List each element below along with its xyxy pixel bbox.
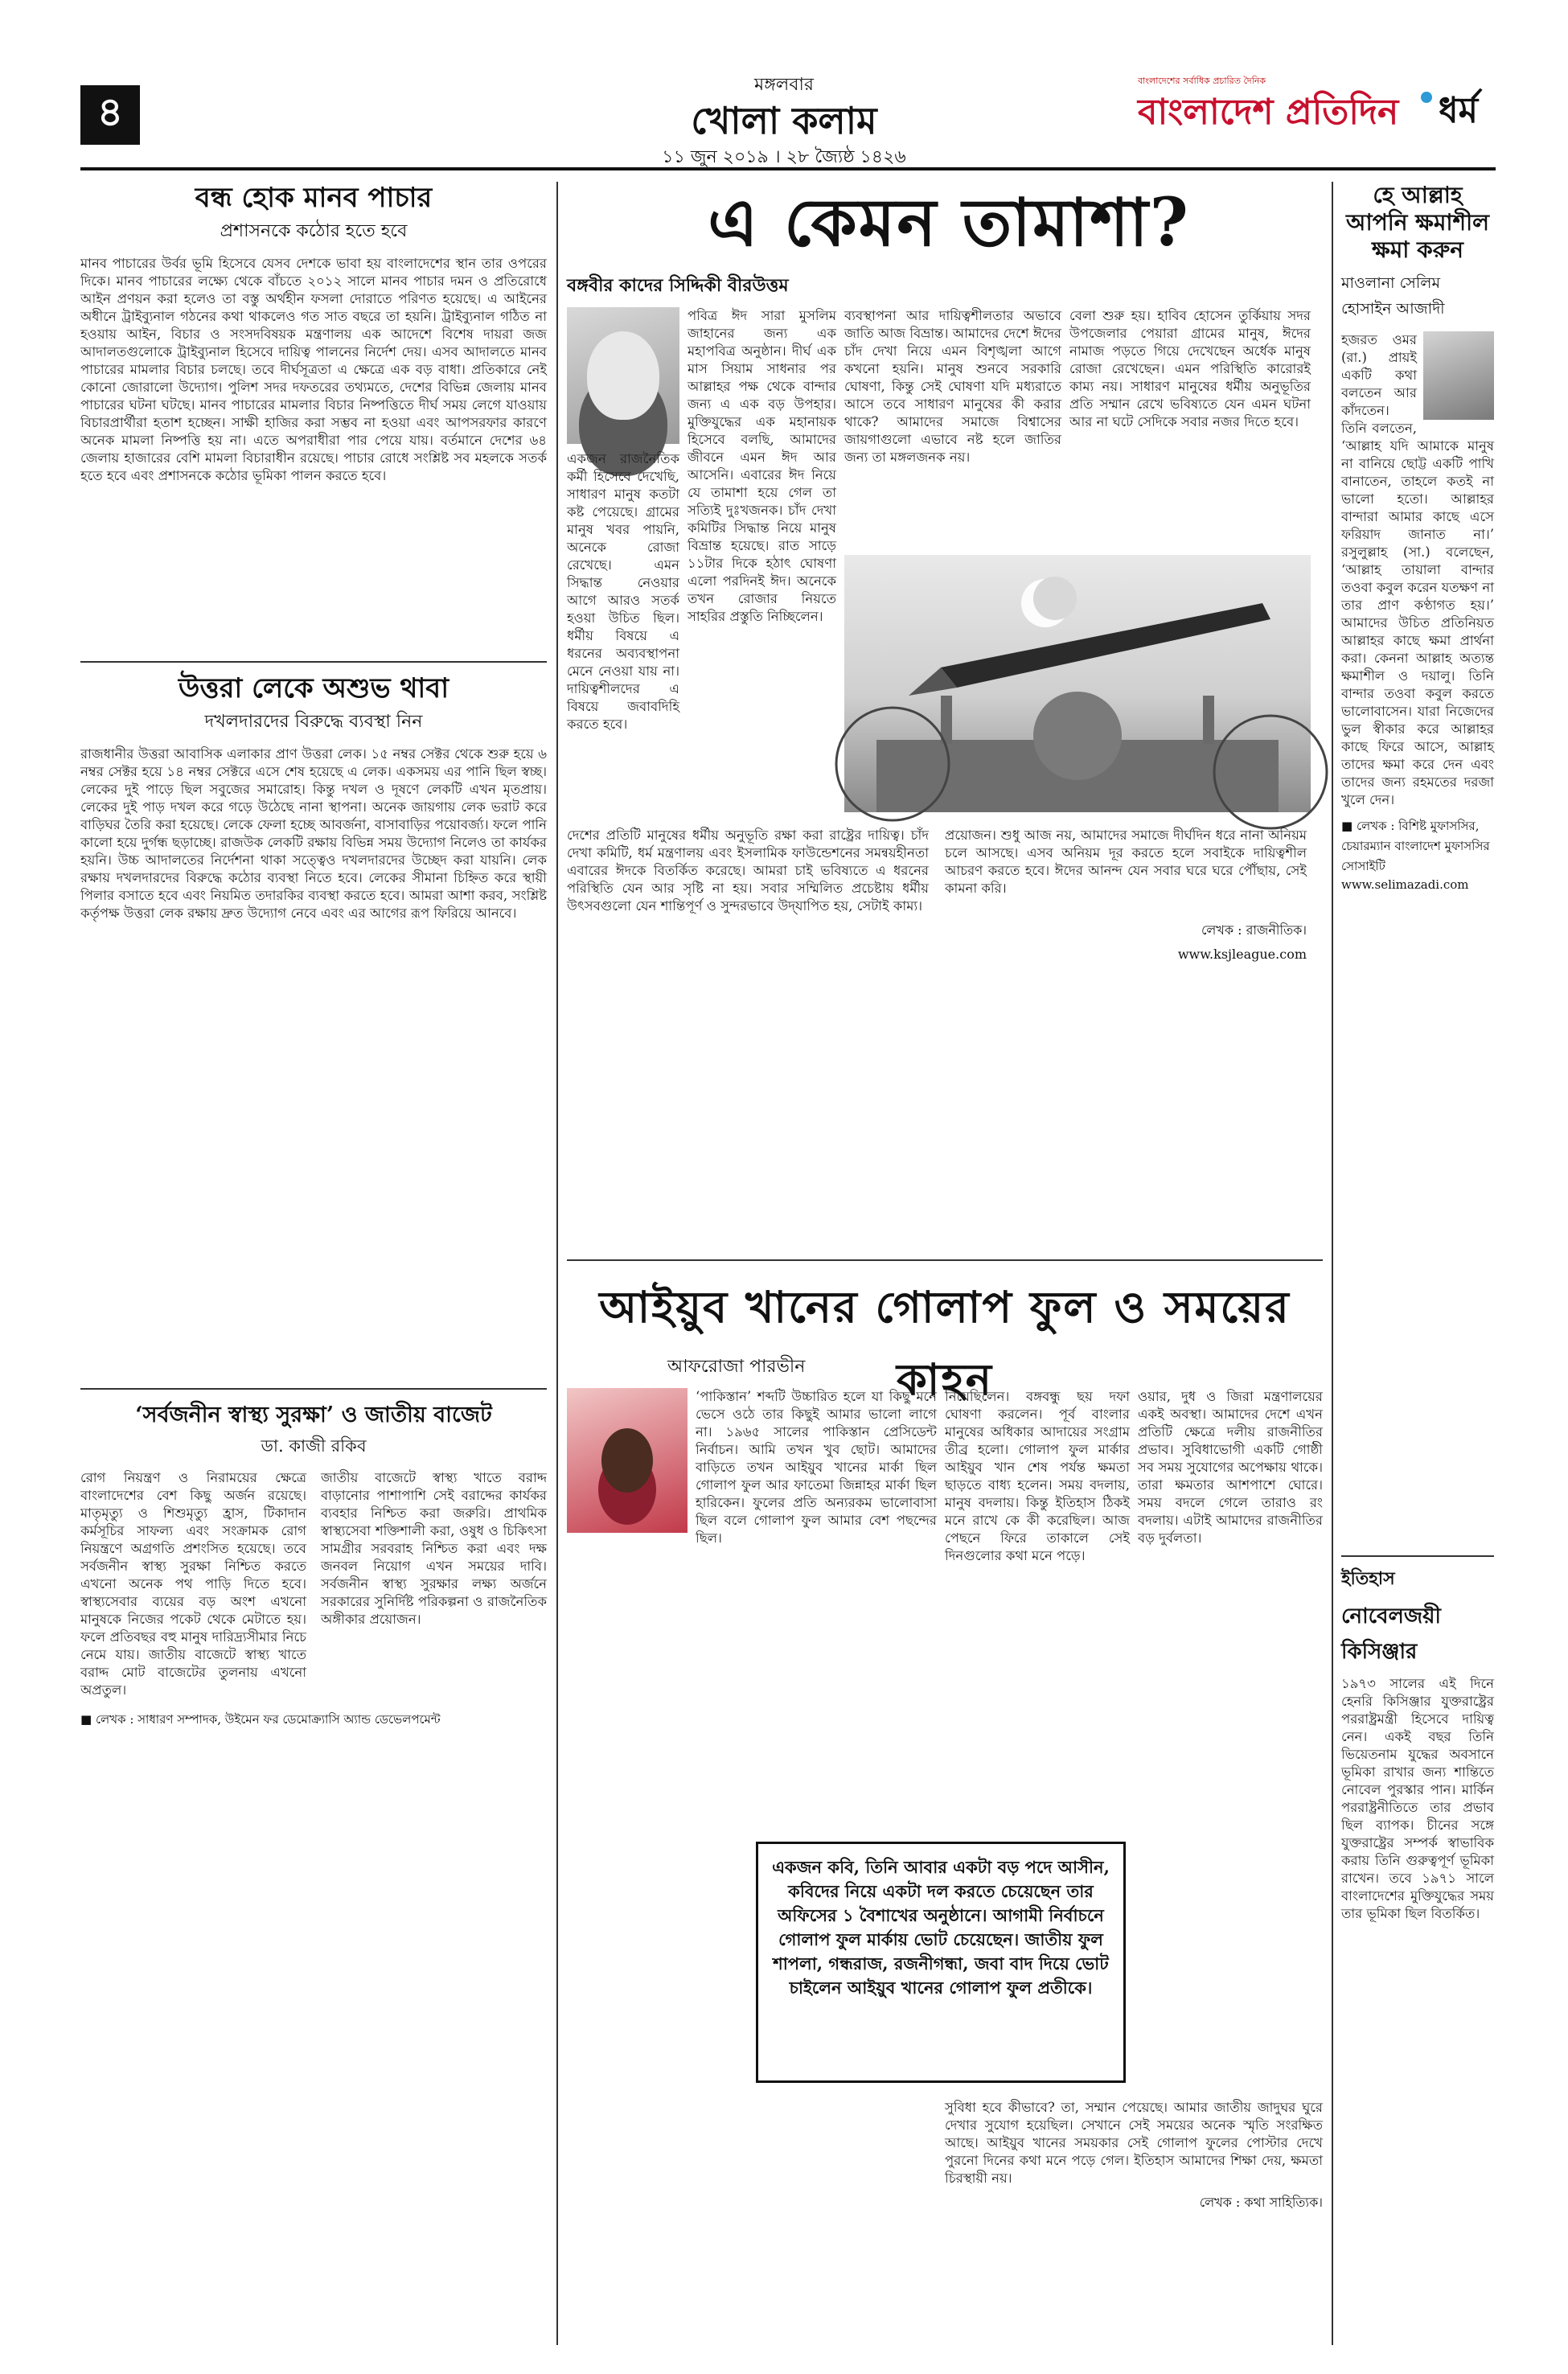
second-byline: আফরোজা পারভীন [667,1357,806,1377]
lead-source: লেখক : রাজনীতিক। [1201,922,1307,938]
date-line: ১১ জুন ২০১৯ । ২৮ জ্যৈষ্ঠ ১৪২৬ [662,147,906,167]
masthead [0,0,1568,167]
history-tag: ইতিহাস [1341,1568,1395,1589]
lead-body-col-1: পবিত্র ঈদ সারা মুসলিম জাহানের জন্য এক মহাপবিত্র অনুষ্ঠান। দীর্ঘ এক মাস সিয়াম সাধনার পর আল্লাহর পক্ষ থেকে বান্দার জন্য এ এক বড় উপহার। মুক্তিযুদ্ধের এক মহানায়ক হিসেবে বলছি, আমাদের জীবনে এমন ঈদ আর আসেনি। এবারের ঈদ নিয়ে যে তামাশা হয়ে গেল তা সত্যিই দুঃখজনক। চাঁদ দেখা কমিটির সিদ্ধান্ত নিয়ে মানুষ বিভ্রান্ত হয়েছে। রাত সাড়ে ১১টার দিকে হঠাৎ ঘোষণা এলো পরদিনই ঈদ। অনেকে তখন রোজার নিয়তে সাহরির প্রস্তুতি নিচ্ছিলেন। [688,308,836,624]
second-pull-quote: একজন কবি, তিনি আবার একটা বড় পদে আসীন, কবিদের নিয়ে একটা দল করতে চেয়েছেন তার অফিসের ১ বৈশাখের অনুষ্ঠানে। আগামী নির্বাচনে গোলাপ ফুল মার্কায় ভোট চেয়েছেন। জাতীয় ফুল শাপলা, গন্ধরাজ, রজনীগন্ধা, জবা বাদ দিয়ে ভোট চাইলেন আইয়ুব খানের গোলাপ ফুল প্রতীকে। [756,1842,1126,2083]
divider [567,1259,1323,1261]
religion-author-photo [1423,331,1494,420]
lead-col-1b [567,450,679,820]
lead-col-2 [844,307,1061,548]
editorial-human-trafficking [80,182,547,656]
article-3-body-b: জাতীয় বাজেটে স্বাস্থ্য খাতে বরাদ্দ বাড়ানোর পাশাপাশি সেই বরাদ্দের কার্যকর ব্যবহার নিশ্চিত করা জরুরি। প্রাথমিক স্বাস্থ্যসেবা শক্তিশালী করা, ওষুধ ও চিকিৎসা সামগ্রীর সরবরাহ নিশ্চিত করা এবং দক্ষ জনবল নিয়োগ এখন সময়ের দাবি। সর্বজনীন স্বাস্থ্য সুরক্ষার লক্ষ্য অর্জনে সরকারের সুনির্দিষ্ট পরিকল্পনা ও রাজনৈতিক অঙ্গীকার প্রয়োজন। [321,1470,547,1627]
second-body-col-2: নিয়েছিলেন। বঙ্গবন্ধু ছয় দফা ঘোষণা করলেন। পূর্ব বাংলার মানুষের অধিকার আদায়ের সংগ্রাম তীব্র হলো। গোলাপ ফুল মার্কার আইয়ুব খান শেষ পর্যন্ত ক্ষমতা ছাড়তে বাধ্য হলেন। সময় বদলায়, মানুষ বদলায়। কিন্তু ইতিহাস ঠিকই মনে রাখে কে কী করেছিল। আজ পেছনে ফিরে তাকালে সেই দিনগুলোর কথা মনে পড়ে। [945,1389,1130,1563]
lead-col-3 [1069,307,1311,548]
divider [80,661,547,663]
history-title: নোবেলজয়ী কিসিঞ্জার [1341,1604,1441,1664]
history-article [1341,1565,1494,2337]
lead-headline-box [567,172,1331,269]
lead-author-photo [567,307,679,444]
second-author-photo [567,1388,688,1533]
lead-body-col-4: বেলা শুরু হয়। হাবিব হোসেন তুর্কিয়ায় সদর উপজেলার পেয়ারা গ্রামের মানুষ, ঈদের নামাজ পড়তে গিয়ে দেখেছেন অর্ধেক মানুষ রোজা রেখেছেন। এমন পরিস্থিতি কারোরই কাম্য নয়। সাধারণ মানুষের ধর্মীয় অনুভূতির প্রতি সম্মান রেখে ভবিষ্যতে যেন এমন ঘটনা আর না ঘটে সেদিকে সবার নজর দিতে হবে। [1069,308,1311,429]
editorial-1-body: মানব পাচারের উর্বর ভূমি হিসেবে যেসব দেশকে ভাবা হয় বাংলাদেশের স্থান তার ওপরের দিকে। মানব পাচারের লক্ষ্যে থেকে বাঁচতে ২০১২ সালে মানব পাচার দমন ও প্রতিরোধে আইন প্রণয়ন করা হলেও তা বস্তু অর্থহীন ফসলা দোরাতে পরিণত হয়েছে। এ আইনের অধীনে ট্রাইব্যুনাল গঠনের কথা থাকলেও গত সাত বছরে তা হয়নি। ট্রাইব্যুনাল গঠিত না হওয়ায় আইন, বিচার ও সংসদবিষয়ক মন্ত্রণালয় এক আদেশে বিশেষ দায়রা জজ আদালতগুলোকে ট্রাইব্যুনাল হিসেবে দায়িত্ব পালনের নির্দেশ দেয়। এসব আদালতে মানব পাচারের মামলার বিচার চলছে। তবে দীর্ঘসূত্রতা এ ক্ষেত্রে এক বড় বাধা। প্রতিকারে নেই কোনো জোরালো উদ্যোগ। পুলিশ সদর দফতরের তথ্যমতে, দেশের বিভিন্ন জেলায় মানব পাচারের ঘটনা ঘটছে। মানব পাচারের মামলার বিচার নিষ্পত্তিতে দীর্ঘ সময় লেগে যাওয়ায় বিচারপ্রার্থীরা হতাশ হচ্ছেন। সাক্ষী হাজির করা সম্ভব না হওয়া এবং আপসরফার কারণে অনেক মামলা নিষ্পত্তি হয় না। এতে অপরাধীরা পার পেয়ে যায়। বর্তমানে দেশের ৬৪ জেলায় হাজারের বেশি মামলা বিচারাধীন রয়েছে। পাচার রোধে সংশ্লিষ্ট সব মহলকে সতর্ক হতে হবে এবং প্রশাসনকে কঠোর ভূমিকা পালন করতে হবে। [80,256,547,483]
column-divider [556,182,558,2345]
religion-article [1341,182,1494,1549]
lead-body-col-3: ব্যবস্থাপনা আর দায়িত্বশীলতার অভাবে জাতি আজ বিভ্রান্ত। আমাদের দেশে ঈদের চাঁদ দেখা নিয়ে এমন বিশৃঙ্খলা আগে কখনো হয়নি। মানুষ শুনবে সরকারি ঘোষণা, কিন্তু সেই ঘোষণা যদি মধ্যরাতে আসে তবে সাধারণ মানুষের কী করার থাকে? আমাদের সমাজে বিশ্বাসের জায়গাগুলো এভাবে নষ্ট হলে জাতির জন্য তা মঙ্গলজনক নয়। [844,308,1061,465]
mosque-pen-illustration [844,555,1311,812]
brand-name: বাংলাদেশ প্রতিদিন [1138,92,1399,133]
second-byline-box [667,1353,909,1382]
column-divider [1332,182,1333,2345]
editorial-1-subtitle: প্রশাসনকে কঠোর হতে হবে [220,221,408,241]
lead-website: www.ksjleague.com [1177,947,1307,962]
lead-body-col-2: একজন রাজনৈতিক কর্মী হিসেবে দেখেছি, সাধারণ মানুষ কতটা কষ্ট পেয়েছে। গ্রামের মানুষ খবর পায়নি, অনেকে রোজা রেখেছে। এমন সিদ্ধান্ত নেওয়ার আগে আরও সতর্ক হওয়া উচিত ছিল। ধর্মীয় বিষয়ে এ ধরনের অব্যবস্থাপনা মেনে নেওয়া যায় না। দায়িত্বশীলদের এ বিষয়ে জবাবদিহি করতে হবে। [567,451,679,732]
editorial-uttara-lake [80,672,547,1380]
lead-lower [567,827,1307,1253]
divider [80,1388,547,1390]
history-body: ১৯৭৩ সালের এই দিনে হেনরি কিসিঞ্জার যুক্তরাষ্ট্রের পররাষ্ট্রমন্ত্রী হিসেবে দায়িত্ব নেন। একই বছর তিনি ভিয়েতনাম যুদ্ধের অবসানে ভূমিকা রাখার জন্য শান্তিতে নোবেল পুরস্কার পান। মার্কিন পররাষ্ট্রনীতিতে তার প্রভাব ছিল ব্যাপক। চীনের সঙ্গে যুক্তরাষ্ট্রের সম্পর্ক স্বাভাবিক করায় তিনি গুরুত্বপূর্ণ ভূমিকা রাখেন। তবে ১৯৭১ সালে বাংলাদেশের মুক্তিযুদ্ধের সময় তার ভূমিকা ছিল বিতর্কিত। [1341,1676,1494,1921]
second-col-3 [1138,1388,1323,1822]
religion-author: মাওলানা সেলিম হোসাইন আজাদী [1341,274,1445,318]
second-body-col-3: ওয়ার, দুধ ও জিরা মন্ত্রণালয়ের একই অবস্থা। আমাদের দেশে এখন প্রতিটি ক্ষেত্রে দলীয় রাজনীতির প্রভাব। সুবিধাভোগী একটি গোষ্ঠী সব সময় সুযোগের অপেক্ষায় থাকে। তারা ক্ষমতার আশপাশে ঘোরে। সময় বদলে গেলে তারাও রং বদলায়। এটাই আমাদের রাজনীতির বড় দুর্বলতা। [1138,1389,1323,1546]
lead-illustration [844,555,1311,812]
religion-title: হে আল্লাহ আপনি ক্ষমাশীল ক্ষমা করুন [1346,182,1489,263]
divider [1341,1555,1494,1557]
section-title: খোলা কলাম [691,99,877,142]
article-3-author: ডা. কাজী রকিব [261,1436,367,1456]
editorial-2-subtitle: দখলদারদের বিরুদ্ধে ব্যবস্থা নিন [204,712,423,732]
religion-body: হজরত ওমর (রা.) প্রায়ই একটি কথা বলতেন আর কাঁদতেন। তিনি বলতেন, ‘আল্লাহ যদি আমাকে মানুষ না বানিয়ে ছোট্ট একটি পাখি বানাতেন, তাহলে কতই না ভালো হতো। আল্লাহর বান্দারা আমার কাছে এসে ফরিয়াদ জানাত না।’ রসুলুল্লাহ (সা.) বলেছেন, ‘আল্লাহ তায়ালা বান্দার তওবা কবুল করেন যতক্ষণ না তার প্রাণ কণ্ঠাগত হয়।’ আমাদের উচিত প্রতিনিয়ত আল্লাহর কাছে ক্ষমা প্রার্থনা করা। কেননা আল্লাহ অত্যন্ত ক্ষমাশীল ও দয়ালু। তিনি বান্দার তওবা কবুল করতে ভালোবাসেন। যারা নিজেদের ভুল স্বীকার করে আল্লাহর কাছে ফিরে আসে, আল্লাহ তাদের ক্ষমা করে দেন এবং তাদের জন্য রহমতের দরজা খুলে দেন। [1341,332,1494,807]
page-number: ৪ [80,85,140,145]
lead-body-lower: দেশের প্রতিটি মানুষের ধর্মীয় অনুভূতি রক্ষা করা রাষ্ট্রের দায়িত্ব। চাঁদ দেখা কমিটি, ধর্ম মন্ত্রণালয় এবং ইসলামিক ফাউন্ডেশনের সমন্বয়হীনতা এবারের ঈদকে বিতর্কিত করেছে। আমরা চাই ভবিষ্যতে এ ধরনের পরিস্থিতি যেন আর সৃষ্টি না হয়। সবার সম্মিলিত প্রচেষ্টায় ধর্মীয় উৎসবগুলো যেন শান্তিপূর্ণ ও সুন্দরভাবে উদ্‌যাপিত হয়, সেটাই কাম্য। [567,828,929,914]
article-3-footer: ■ লেখক : সাধারণ সম্পাদক, উইমেন ফর ডেমোক্র্যাসি অ্যান্ড ডেভেলপমেন্ট [80,1712,441,1727]
second-source: লেখক : কথা সাহিত্যিক। [1199,2195,1323,2210]
masthead-rule [80,167,1496,170]
second-lower [945,2099,1323,2340]
author-portrait-icon [601,1428,653,1493]
editorial-2-title: উত্তরা লেকে অশুভ থাবা [178,672,449,704]
religion-footer: ■ লেখক : বিশিষ্ট মুফাসসির, চেয়ারম্যান বাংলাদেশ মুফাসসির সোসাইটি [1341,819,1490,873]
article-health-budget [80,1401,547,2342]
brand-section: ধর্ম [1439,90,1479,131]
second-body-lower: সুবিধা হবে কীভাবে? তা, সম্মান পেয়েছে। আমার জাতীয় জাদুঘর ঘুরে দেখার সুযোগ হয়েছিল। সেখানে সেই সময়ের অনেক স্মৃতি সংরক্ষিত আছে। আইয়ুব খানের সময়কার সেই গোলাপ ফুলের পোস্টার দেখে পুরনো দিনের কথা মনে পড়ে গেল। ইতিহাস আমাদের শিক্ষা দেয়, ক্ষমতা চিরস্থায়ী নয়। [945,2100,1323,2186]
second-headline: আইয়ুব খানের গোলাপ ফুল ও সময়ের কাহন [599,1281,1291,1405]
day-label: মঙ্গলবার [754,75,814,95]
lead-headline: এ কেমন তামাশা? [708,184,1190,261]
lead-byline: বঙ্গবীর কাদের সিদ্দিকী বীরউত্তম [567,275,789,296]
second-body-col-1: ‘পাকিস্তান’ শব্দটি উচ্চারিত হলে যা কিছু মনে ভেসে ওঠে তার কিছুই আমার ভালো লাগে না। ১৯৬৫ সালের পাকিস্তান প্রেসিডেন্ট নির্বাচন। আমি তখন খুব ছোট। আমাদের বাড়িতে তখন আইয়ুব খানের মার্কা ছিল গোলাপ ফুল আর ফাতেমা জিন্নাহর মার্কা ছিল হারিকেন। ফুলের প্রতি অন্যরকম ভালোবাসা ছিল বলে গোলাপ ফুল আমার বেশ পছন্দের ছিল। [696,1389,937,1546]
brand-logo [1138,74,1492,138]
lead-byline-box [567,272,808,304]
brand-tagline: বাংলাদেশের সর্বাধিক প্রচারিত দৈনিক [1138,76,1266,86]
lead-body-lower-2: প্রয়োজন। শুধু আজ নয়, আমাদের সমাজে দীর্ঘদিন ধরে নানা অনিয়ম চলে আসছে। এসব অনিয়ম দূর করতে হলে সবাইকে দায়িত্বশীল আচরণ করতে হবে। ঈদের আনন্দ যেন সবার ঘরে ঘরে পৌঁছায়, সেই কামনা করি। [945,828,1307,896]
editorial-1-title: বন্ধ হোক মানব পাচার [195,182,433,214]
editorial-2-body: রাজধানীর উত্তরা আবাসিক এলাকার প্রাণ উত্তরা লেক। ১৫ নম্বর সেক্টর থেকে শুরু হয়ে ৬ নম্বর সেক্টর হয়ে ১৪ নম্বর সেক্টরে এসে শেষ হয়েছে এ লেক। একসময় এর পানি ছিল স্বচ্ছ। লেকের দুই পাড়ে ছিল সবুজের সমারোহ। কিন্তু দখল ও দূষণে লেকটি এখন মৃতপ্রায়। লেকের দুই পাড় দখল করে গড়ে উঠেছে নানা স্থাপনা। অনেক জায়গায় লেক ভরাট করে বাড়িঘর তৈরি করা হয়েছে। লেকে ফেলা হচ্ছে আবর্জনা, বাসাবাড়ির পয়োবর্জ্য। ফলে পানি কালো হয়ে দুর্গন্ধ ছড়াচ্ছে। রাজউক লেকটি রক্ষায় বিভিন্ন সময় উদ্যোগ নিলেও তা কার্যকর হয়নি। উচ্চ আদালতের নির্দেশনা থাকা সত্ত্বেও দখলদারদের উচ্ছেদ করা যায়নি। লেক রক্ষায় দখলদারদের বিরুদ্ধে কঠোর ব্যবস্থা নিতে হবে। লেকের সীমানা চিহ্নিত করে স্থায়ী পিলার বসাতে হবে এবং নিয়মিত তদারকির ব্যবস্থা করতে হবে। আমরা আশা করব, সংশ্লিষ্ট কর্তৃপক্ষ উত্তরা লেক রক্ষায় দ্রুত উদ্যোগ নেবে এবং এর আগের রূপ ফিরিয়ে আনবে। [80,746,547,921]
lead-col-1 [688,307,836,822]
second-col-2 [945,1388,1130,1822]
author-portrait-icon [587,331,659,420]
brand-dot-icon [1421,92,1432,103]
article-3-body-a: রোগ নিয়ন্ত্রণ ও নিরাময়ের ক্ষেত্রে বাংলাদেশের বেশ কিছু অর্জন রয়েছে। মাতৃমৃত্যু ও শিশুমৃত্যু হ্রাস, টিকাদান কর্মসূচির সাফল্য এবং সংক্রামক রোগ নিয়ন্ত্রণে অগ্রগতি প্রশংসিত হয়েছে। তবে সর্বজনীন স্বাস্থ্য সুরক্ষা নিশ্চিত করতে এখনো অনেক পথ পাড়ি দিতে হবে। স্বাস্থ্যসেবার ব্যয়ের বড় অংশ এখনো মানুষকে নিজের পকেট থেকে মেটাতে হয়। ফলে প্রতিবছর বহু মানুষ দারিদ্র্যসীমার নিচে নেমে যায়। জাতীয় বাজেটে স্বাস্থ্য খাতে বরাদ্দ মোট বাজেটের তুলনায় এখনো অপ্রতুল। [80,1470,306,1698]
article-3-title: ‘সর্বজনীন স্বাস্থ্য সুরক্ষা’ ও জাতীয় বাজেট [135,1403,492,1427]
religion-website: www.selimazadi.com [1341,877,1469,892]
